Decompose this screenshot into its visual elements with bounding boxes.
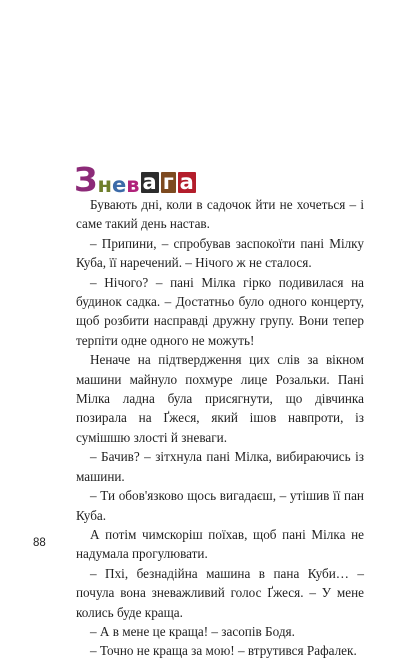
title-letter: а <box>179 170 194 194</box>
paragraph: – Бачив? – зітхнула пані Мілка, вибираючись із машини. <box>76 449 364 484</box>
title-letter: а <box>142 170 157 194</box>
chapter-title <box>74 160 197 199</box>
paragraph: – Точно не краща за мою! – втрутився Рафалек. <box>90 643 357 659</box>
paragraph: – Припини, – спробував заспокоїти пані Мілку Куба, її наречений. – Нічого ж не сталося. <box>76 235 364 271</box>
title-letter: в <box>126 173 140 197</box>
body-text <box>76 195 364 661</box>
paragraph: А потім чимскоріш поїхав, щоб пані Мілка не надумала прогулювати. <box>76 526 364 562</box>
paragraph: – Ти обов'язково щось вигадаєш, – утішив її пан Куба. <box>76 488 364 523</box>
paragraph: Неначе на підтвердження цих слів за вікном машини майнуло похмуре лице Розальки. Пані Мілка ладна була присягнути, що дівчинка позирала на Ґжеся, який ішов навпроти, із сумішшю злості й зневаги. <box>76 352 364 445</box>
paragraph: – А в мене це краща! – засопів Бодя. <box>90 623 295 639</box>
title-letter: н <box>97 173 112 197</box>
page-number: 88 <box>33 537 46 549</box>
title-letter: г <box>162 170 174 194</box>
paragraph: Бувають дні, коли в садочок йти не хочеться – і саме такий день настав. <box>76 197 364 232</box>
title-letter: е <box>111 173 127 197</box>
paragraph: – Пхі, безнадійна машина в пана Куби… – почула вона зневажливий голос Ґжеся. – У мене колись буде краща. <box>76 565 364 620</box>
title-letter: З <box>74 160 98 199</box>
paragraph: – Нічого? – пані Мілка гірко подивилася на будинок садка. – Достатньо було одного концерту, щоб розбити насправді дружну групу. Вони тепер терпіти одне одного не можуть! <box>76 274 364 348</box>
